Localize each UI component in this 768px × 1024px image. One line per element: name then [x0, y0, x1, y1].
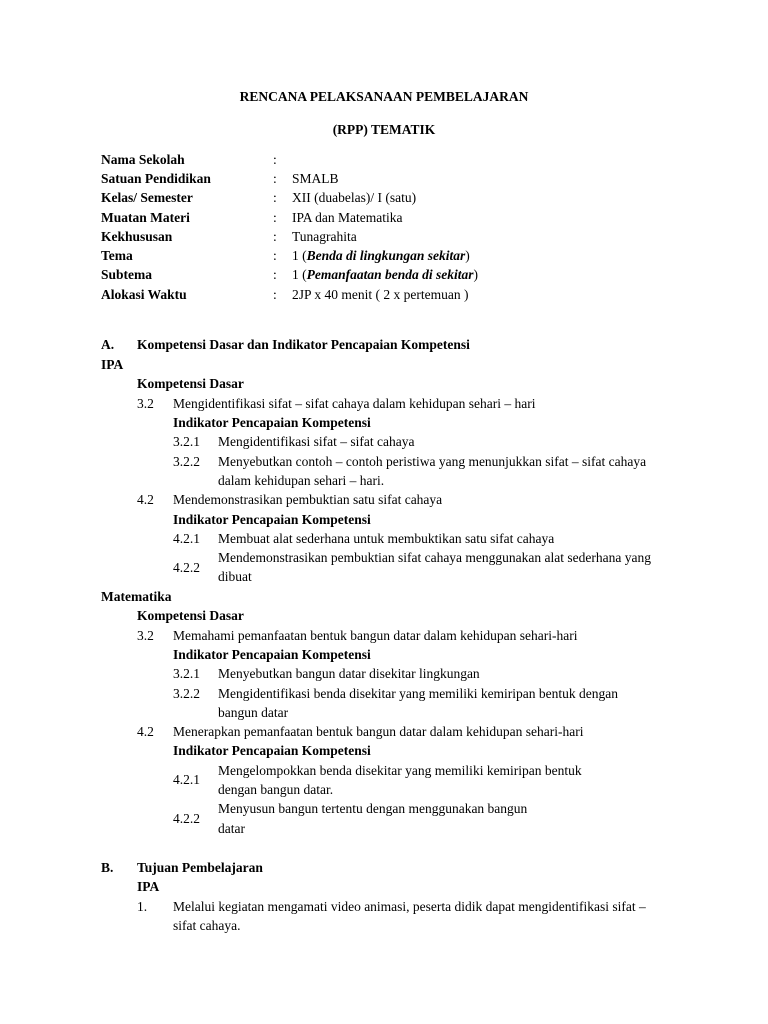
identity-value: XII (duabelas)/ I (satu) [292, 190, 417, 205]
indicator-heading: Indikator Pencapaian Kompetensi [173, 743, 371, 758]
matematika-heading: Matematika [101, 589, 172, 604]
indicator-text: bangun datar [218, 705, 289, 720]
identity-colon: : [273, 210, 277, 225]
identity-value: 1 (Benda di lingkungan sekitar) [292, 248, 470, 263]
indicator-text: Mendemonstrasikan pembuktian sifat cahaya menggunakan alat sederhana yang [218, 550, 651, 565]
identity-colon: : [273, 267, 277, 282]
indicator-text: Mengelompokkan benda disekitar yang memiliki kemiripan bentuk [218, 763, 582, 778]
identity-label: Kekhususan [101, 229, 173, 244]
indicator-number: 4.2.2 [173, 811, 200, 826]
indicator-number: 3.2.2 [173, 686, 200, 701]
tujuan-text: sifat cahaya. [173, 918, 241, 933]
identity-label: Alokasi Waktu [101, 287, 187, 302]
indicator-text: Membuat alat sederhana untuk membuktikan satu sifat cahaya [218, 531, 555, 546]
identity-label: Muatan Materi [101, 210, 190, 225]
identity-colon: : [273, 190, 277, 205]
kd-number: 3.2 [137, 396, 154, 411]
indicator-number: 3.2.1 [173, 434, 200, 449]
kd-text: Mengidentifikasi sifat – sifat cahaya dalam kehidupan sehari – hari [173, 396, 536, 411]
document-title: RENCANA PELAKSANAAN PEMBELAJARAN [239, 89, 529, 104]
identity-label: Subtema [101, 267, 153, 282]
identity-value: 1 (Pemanfaatan benda di sekitar) [292, 267, 479, 282]
tujuan-ipa-heading: IPA [137, 879, 160, 894]
identity-label: Satuan Pendidikan [101, 171, 211, 186]
indicator-heading: Indikator Pencapaian Kompetensi [173, 415, 371, 430]
section-b-title: Tujuan Pembelajaran [137, 860, 263, 875]
indicator-text: dalam kehidupan sehari – hari. [218, 473, 385, 488]
indicator-number: 4.2.2 [173, 560, 200, 575]
kd-number: 4.2 [137, 492, 154, 507]
tujuan-text: Melalui kegiatan mengamati video animasi, peserta didik dapat mengidentifikasi sifat – [173, 899, 646, 914]
indicator-text: datar [218, 821, 245, 836]
kd-heading: Kompetensi Dasar [137, 608, 244, 623]
kd-text: Memahami pemanfaatan bentuk bangun datar dalam kehidupan sehari-hari [173, 628, 578, 643]
identity-value: Tunagrahita [292, 229, 357, 244]
ipa-heading: IPA [101, 357, 124, 372]
indicator-heading: Indikator Pencapaian Kompetensi [173, 512, 371, 527]
identity-colon: : [273, 152, 277, 167]
identity-value: SMALB [292, 171, 339, 186]
identity-label: Kelas/ Semester [101, 190, 193, 205]
identity-label: Nama Sekolah [101, 152, 185, 167]
indicator-number: 3.2.1 [173, 666, 200, 681]
indicator-text: Menyusun bangun tertentu dengan menggunakan bangun [218, 801, 528, 816]
indicator-heading: Indikator Pencapaian Kompetensi [173, 647, 371, 662]
identity-colon: : [273, 248, 277, 263]
kd-text: Mendemonstrasikan pembuktian satu sifat cahaya [173, 492, 443, 507]
indicator-text: dengan bangun datar. [218, 782, 334, 797]
indicator-number: 3.2.2 [173, 454, 200, 469]
kd-heading: Kompetensi Dasar [137, 376, 244, 391]
identity-colon: : [273, 171, 277, 186]
indicator-text: dibuat [218, 569, 252, 584]
identity-value: 2JP x 40 menit ( 2 x pertemuan ) [292, 287, 469, 302]
identity-colon: : [273, 287, 277, 302]
indicator-number: 4.2.1 [173, 772, 200, 787]
kd-number: 4.2 [137, 724, 154, 739]
kd-text: Menerapkan pemanfaatan bentuk bangun datar dalam kehidupan sehari-hari [173, 724, 584, 739]
indicator-number: 4.2.1 [173, 531, 200, 546]
kd-number: 3.2 [137, 628, 154, 643]
section-a-title: Kompetensi Dasar dan Indikator Pencapaian Kompetensi [137, 337, 470, 352]
identity-colon: : [273, 229, 277, 244]
identity-value: IPA dan Matematika [292, 210, 403, 225]
tujuan-number: 1. [137, 899, 148, 914]
identity-label: Tema [101, 248, 133, 263]
section-a-letter: A. [101, 337, 115, 352]
indicator-text: Menyebutkan contoh – contoh peristiwa yang menunjukkan sifat – sifat cahaya [218, 454, 647, 469]
document-subtitle: (RPP) TEMATIK [332, 122, 436, 137]
indicator-text: Menyebutkan bangun datar disekitar lingkungan [218, 666, 480, 681]
indicator-text: Mengidentifikasi benda disekitar yang memiliki kemiripan bentuk dengan [218, 686, 619, 701]
section-b-letter: B. [101, 860, 114, 875]
indicator-text: Mengidentifikasi sifat – sifat cahaya [218, 434, 415, 449]
